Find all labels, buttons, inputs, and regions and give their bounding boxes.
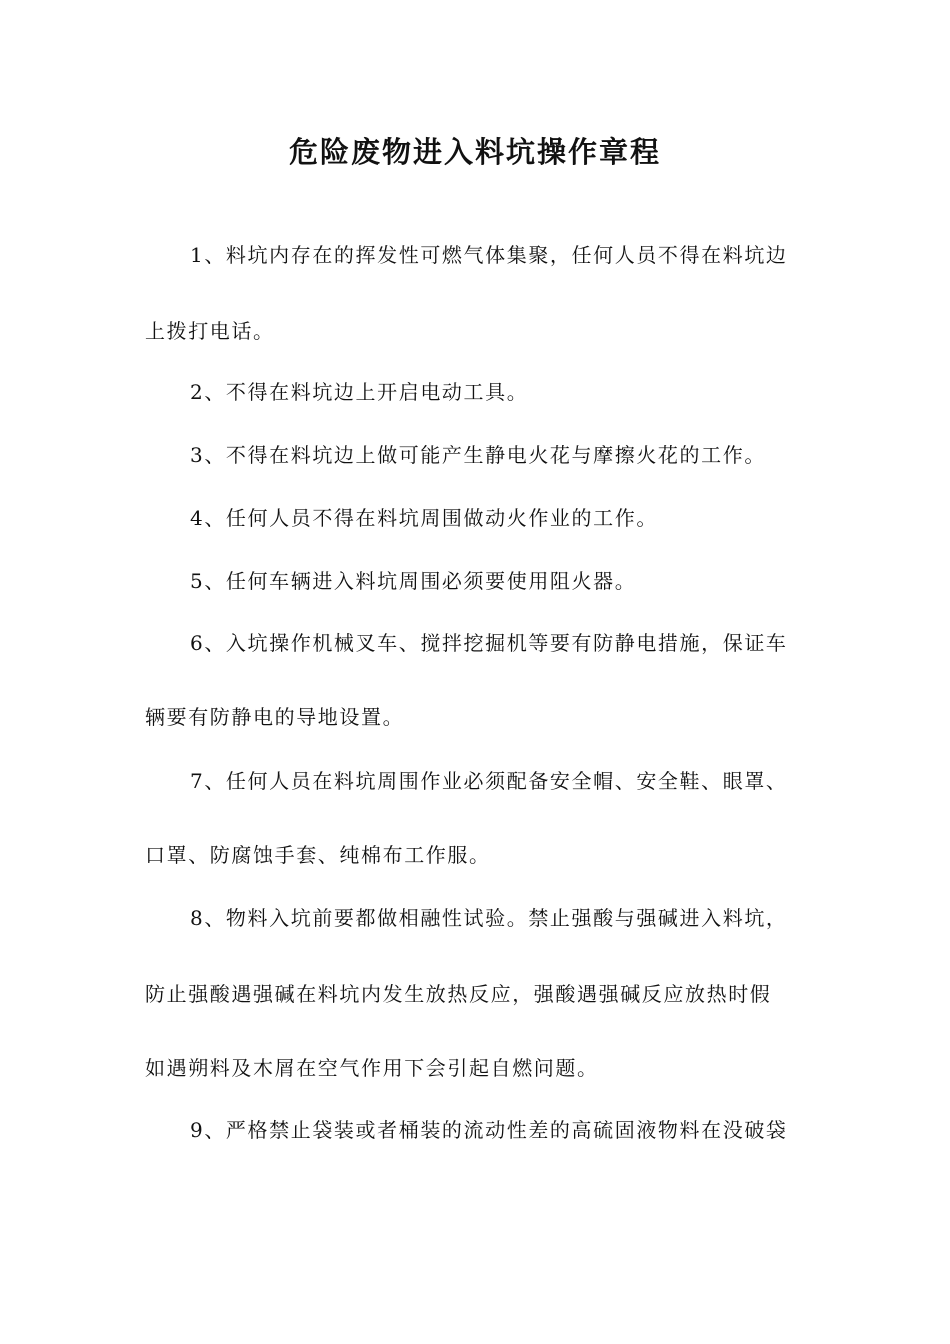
rule-2: 2、不得在料坑边上开启电动工具。 <box>190 380 529 404</box>
rule-6-line-2: 辆要有防静电的导地设置。 <box>145 705 405 729</box>
rule-8-line-1: 8、物料入坑前要都做相融性试验。禁止强酸与强碱进入料坑， <box>190 906 788 930</box>
rule-7-line-1: 7、任何人员在料坑周围作业必须配备安全帽、安全鞋、眼罩、 <box>190 769 788 793</box>
rule-8-line-2: 防止强酸遇强碱在料坑内发生放热反应，强酸遇强碱反应放热时假 <box>145 982 772 1006</box>
rule-5: 5、任何车辆进入料坑周围必须要使用阻火器。 <box>190 569 637 593</box>
rule-1-line-1: 1、料坑内存在的挥发性可燃气体集聚，任何人员不得在料坑边 <box>190 243 788 267</box>
rule-9-line-1: 9、严格禁止袋装或者桶装的流动性差的高硫固液物料在没破袋 <box>190 1118 788 1142</box>
rule-8-line-3: 如遇朔料及木屑在空气作用下会引起自燃问题。 <box>145 1056 599 1080</box>
document-title: 危险废物进入料坑操作章程 <box>288 135 661 169</box>
rule-1-line-2: 上拨打电话。 <box>145 319 275 343</box>
rule-7-line-2: 口罩、防腐蚀手套、纯棉布工作服。 <box>145 843 491 867</box>
rule-3: 3、不得在料坑边上做可能产生静电火花与摩擦火花的工作。 <box>190 443 766 467</box>
rule-4: 4、任何人员不得在料坑周围做动火作业的工作。 <box>190 506 658 530</box>
rule-6-line-1: 6、入坑操作机械叉车、搅拌挖掘机等要有防静电措施，保证车 <box>190 631 788 655</box>
